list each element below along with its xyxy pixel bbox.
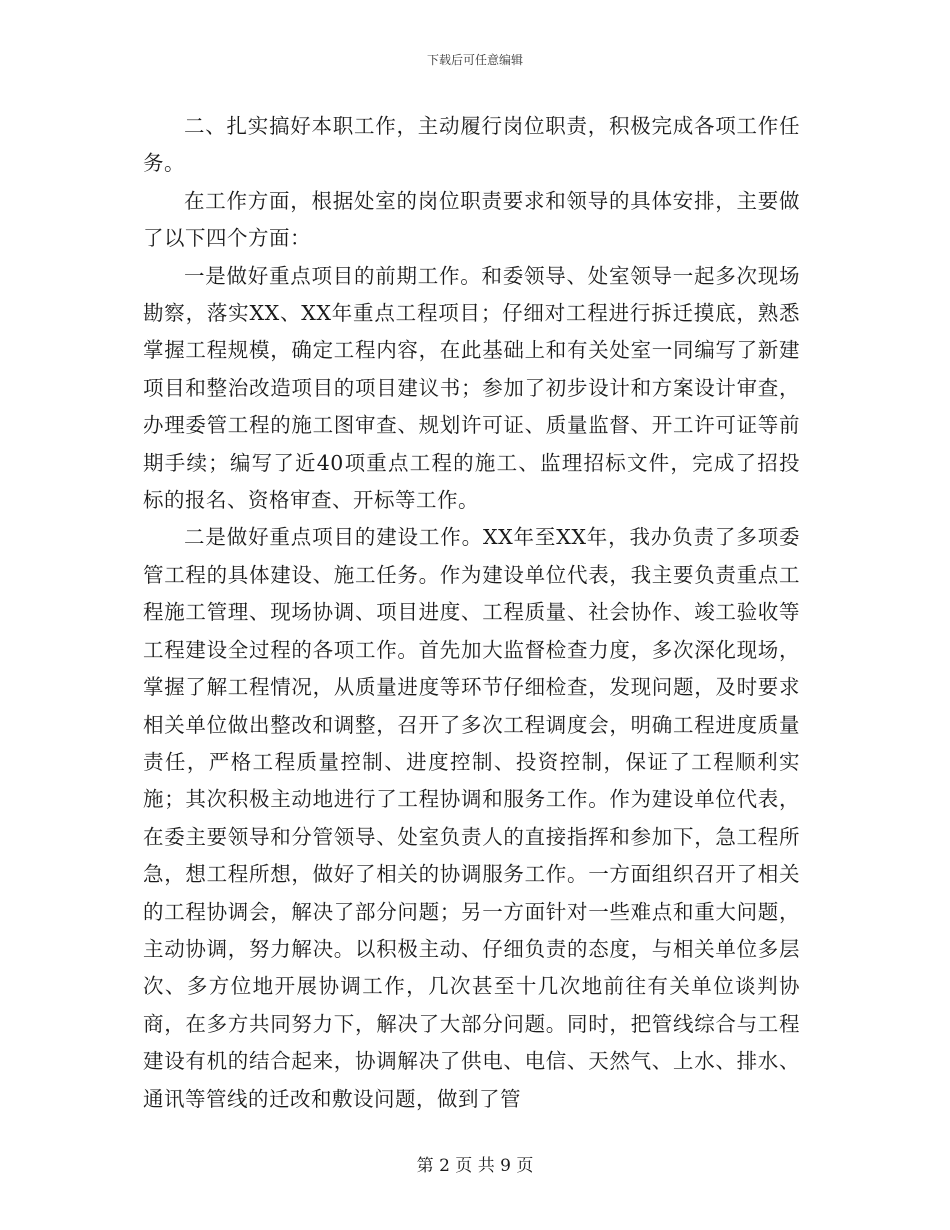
page-number-label: 第 2 页 共 9 页: [416, 1156, 534, 1176]
page-number-footer: [0, 1155, 950, 1177]
paragraph-construction-work: 二是做好重点项目的建设工作。XX年至XX年，我办负责了多项委管工程的具体建设、施工任务。作为建设单位代表，我主要负责重点工程施工管理、现场协调、项目进度、工程质量、社会协作、竣工验收等工程建设全过程的各项工作。首先加大监督检查力度，多次深化现场，掌握了解工程情况，从质量进度等环节仔细检查，发现问题，及时要求相关单位做出整改和调整，召开了多次工程调度会，明确工程进度质量责任，严格工程质量控制、进度控制、投资控制，保证了工程顺利实施；其次积极主动地进行了工程协调和服务工作。作为建设单位代表，在委主要领导和分管领导、处室负责人的直接指挥和参加下，急工程所急，想工程所想，做好了相关的协调服务工作。一方面组织召开了相关的工程协调会，解决了部分问题；另一方面针对一些难点和重大问题，主动协调，努力解决。以积极主动、仔细负责的态度，与相关单位多层次、多方位地开展协调工作，几次甚至十几次地前往有关单位谈判协商，在多方共同努力下，解决了大部分问题。同时，把管线综合与工程建设有机的结合起来，协调解决了供电、电信、天然气、上水、排水、通讯等管线的迁改和敷设问题，做到了管: [143, 525, 800, 1111]
paragraph-preliminary-work: 一是做好重点项目的前期工作。和委领导、处室领导一起多次现场勘察，落实XX、XX年重点工程项目；仔细对工程进行拆迁摸底，熟悉掌握工程规模，确定工程内容，在此基础上和有关处室一同编写了新建项目和整治改造项目的项目建议书；参加了初步设计和方案设计审查，办理委管工程的施工图审查、规划许可证、质量监督、开工许可证等前期手续；编写了近40项重点工程的施工、监理招标文件，完成了招投标的报名、资格审查、开标等工作。: [143, 263, 800, 513]
document-body: [143, 108, 800, 1118]
paragraph-intro: 在工作方面，根据处室的岗位职责要求和领导的具体安排，主要做了以下四个方面：: [143, 188, 800, 251]
page-header-note: 下载后可任意编辑: [426, 53, 523, 67]
paragraph-section-heading: 二、扎实搞好本职工作，主动履行岗位职责，积极完成各项工作任务。: [143, 114, 800, 176]
